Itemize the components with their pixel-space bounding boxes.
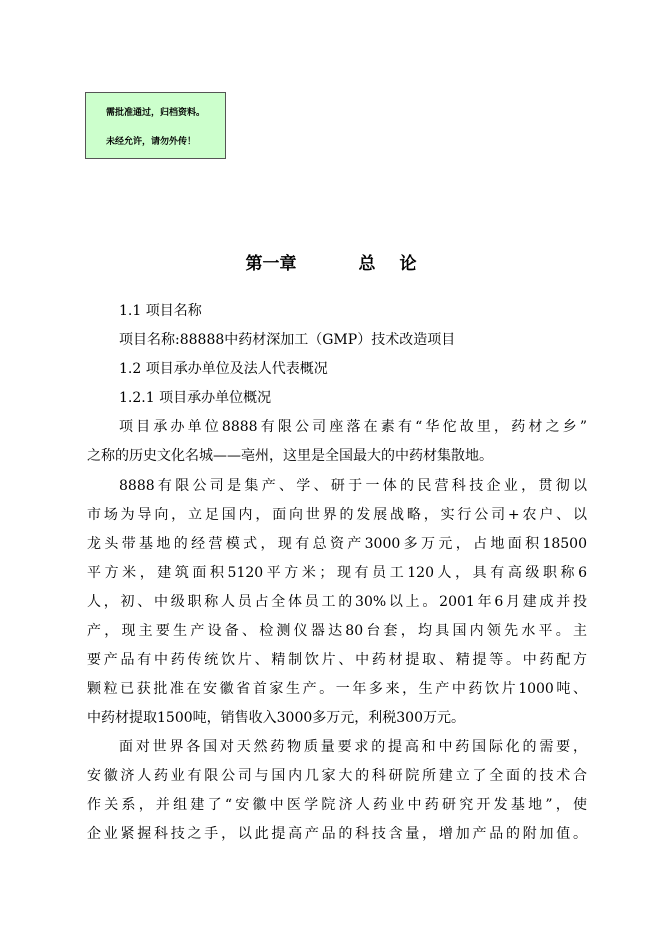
section-heading-1-2: 1.2 项目承办单位及法人代表概况 — [119, 361, 328, 377]
chapter-name: 总论 — [358, 254, 441, 274]
paragraph-line: 中药材提取1500吨，销售收入3000多万元，利税300万元。 — [87, 710, 465, 726]
confidential-notice-box — [85, 92, 226, 159]
notice-line-no-distribution: 未经允许，请勿外传！ — [106, 137, 197, 147]
paragraph-line: 产，现主要生产设备、检测仪器达80台套，均具国内领先水平。主 — [87, 623, 587, 639]
paragraph-line: 人，初、中级职称人员占全体员工的30%以上。2001年6月建成并投 — [87, 594, 587, 610]
paragraph-line: 市场为导向，立足国内，面向世界的发展战略，实行公司+农户、以 — [87, 507, 587, 523]
paragraph-line: 之称的历史文化名城——亳州，这里是全国最大的中药材集散地。 — [87, 448, 493, 464]
paragraph-line: 平方米，建筑面积5120平方米；现有员工120人，具有高级职称6 — [87, 565, 587, 581]
project-name-line: 项目名称:88888中药材深加工（GMP）技术改造项目 — [119, 332, 456, 348]
section-heading-1-2-1: 1.2.1 项目承办单位概况 — [119, 390, 272, 406]
paragraph-line: 要产品有中药传统饮片、精制饮片、中药材提取、精提等。中药配方 — [87, 652, 587, 668]
section-heading-1-1: 1.1 项目名称 — [119, 303, 202, 319]
paragraph-line: 8888有限公司是集产、学、研于一体的民营科技企业，贯彻以 — [119, 478, 587, 494]
paragraph-line: 企业紧握科技之手，以此提高产品的科技含量，增加产品的附加值。 — [87, 826, 587, 842]
paragraph-line: 项目承办单位8888有限公司座落在素有“华佗故里，药材之乡” — [119, 419, 587, 435]
chapter-number: 第一章 — [245, 254, 297, 274]
chapter-heading — [0, 249, 662, 274]
paragraph-line: 颗粒已获批准在安徽省首家生产。一年多来，生产中药饮片1000吨、 — [87, 681, 587, 697]
paragraph-line: 作关系，并组建了“安徽中医学院济人药业中药研究开发基地”，使 — [87, 797, 587, 813]
notice-line-approval: 需批准通过，归档资料。 — [106, 108, 206, 118]
paragraph-line: 龙头带基地的经营模式，现有总资产3000多万元，占地面积18500 — [87, 536, 587, 552]
paragraph-line: 安徽济人药业有限公司与国内几家大的科研院所建立了全面的技术合 — [87, 768, 587, 784]
paragraph-line: 面对世界各国对天然药物质量要求的提高和中药国际化的需要， — [119, 739, 587, 755]
